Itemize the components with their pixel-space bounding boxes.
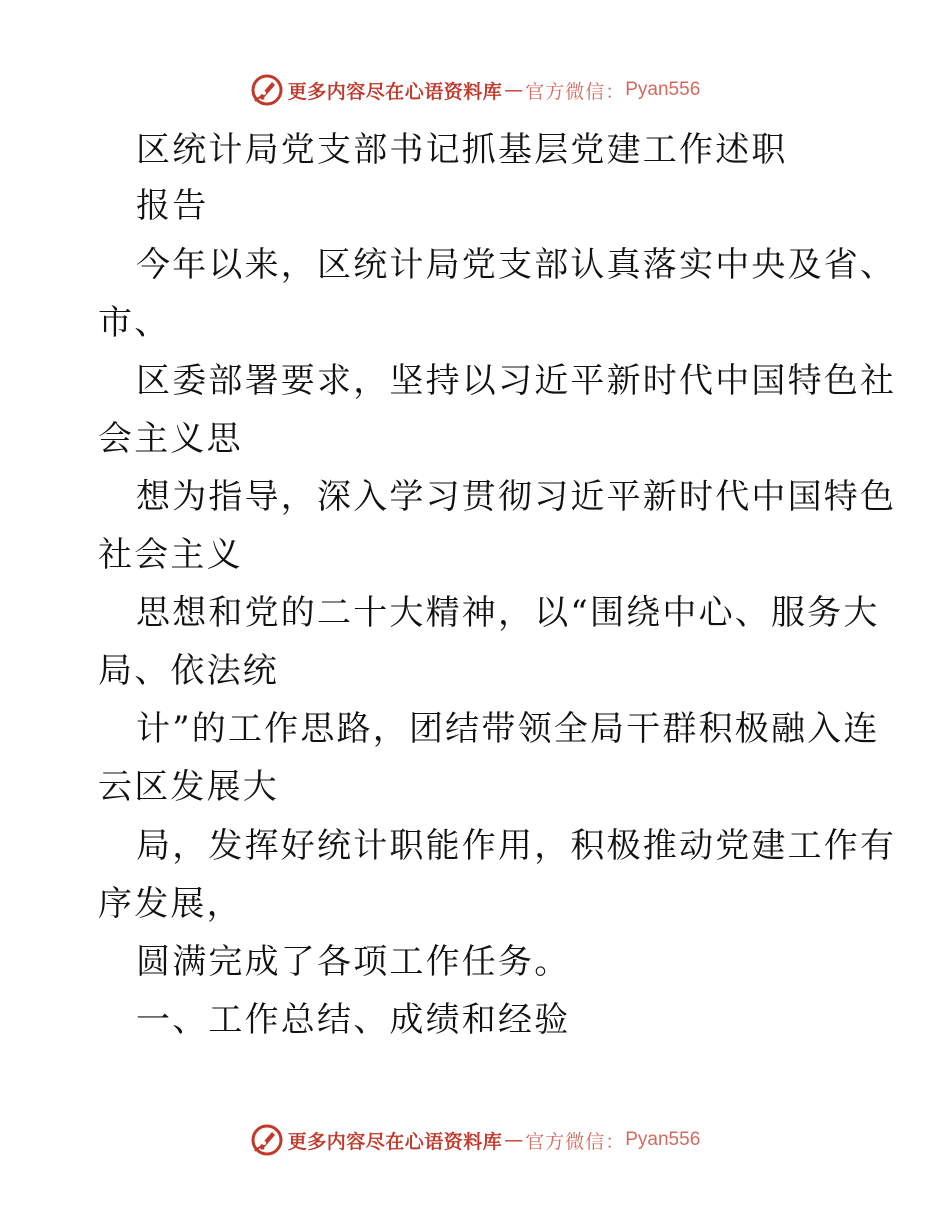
watermark-main-text: 更多内容尽在心语资料库 xyxy=(287,1130,503,1153)
watermark-wechat-id: Pyan556 xyxy=(625,1129,701,1150)
footer-watermark xyxy=(0,1122,950,1158)
pen-nib-circle-icon xyxy=(250,73,284,107)
paragraph-line: 今年以来，区统计局党支部认真落实中央及省、 xyxy=(136,245,897,285)
paragraph-line: 区委部署要求，坚持以习近平新时代中国特色社 xyxy=(136,361,897,401)
watermark-wechat-id: Pyan556 xyxy=(625,79,701,100)
watermark-sub-text: 官方微信： xyxy=(525,1130,626,1153)
section-heading: 一、工作总结、成绩和经验 xyxy=(136,1000,571,1040)
paragraph-line: 计”的工作思路，团结带领全局干群积极融入连 xyxy=(136,709,880,749)
doc-title-line-2: 报告 xyxy=(136,186,209,226)
watermark-dash: — xyxy=(504,1129,524,1151)
watermark-main-text: 更多内容尽在心语资料库 xyxy=(287,80,503,103)
header-watermark xyxy=(0,72,950,108)
paragraph-line: 思想和党的二十大精神，以“围绕中心、服务大 xyxy=(136,593,880,633)
paragraph-line: 社会主义 xyxy=(98,535,243,575)
doc-title-line-1: 区统计局党支部书记抓基层党建工作述职 xyxy=(136,130,788,170)
paragraph-line: 想为指导，深入学习贯彻习近平新时代中国特色 xyxy=(136,477,897,517)
paragraph-line: 圆满完成了各项工作任务。 xyxy=(136,942,571,982)
pen-nib-circle-icon xyxy=(250,1123,284,1157)
watermark-sub-text: 官方微信： xyxy=(525,80,626,103)
paragraph-line: 局，发挥好统计职能作用，积极推动党建工作有 xyxy=(136,826,897,866)
paragraph-line: 会主义思 xyxy=(98,419,243,459)
paragraph-line: 局、依法统 xyxy=(98,651,279,691)
paragraph-line: 市、 xyxy=(98,303,171,343)
paragraph-line: 序发展， xyxy=(98,884,243,924)
paragraph-line: 云区发展大 xyxy=(98,767,279,807)
watermark-dash: — xyxy=(504,79,524,101)
